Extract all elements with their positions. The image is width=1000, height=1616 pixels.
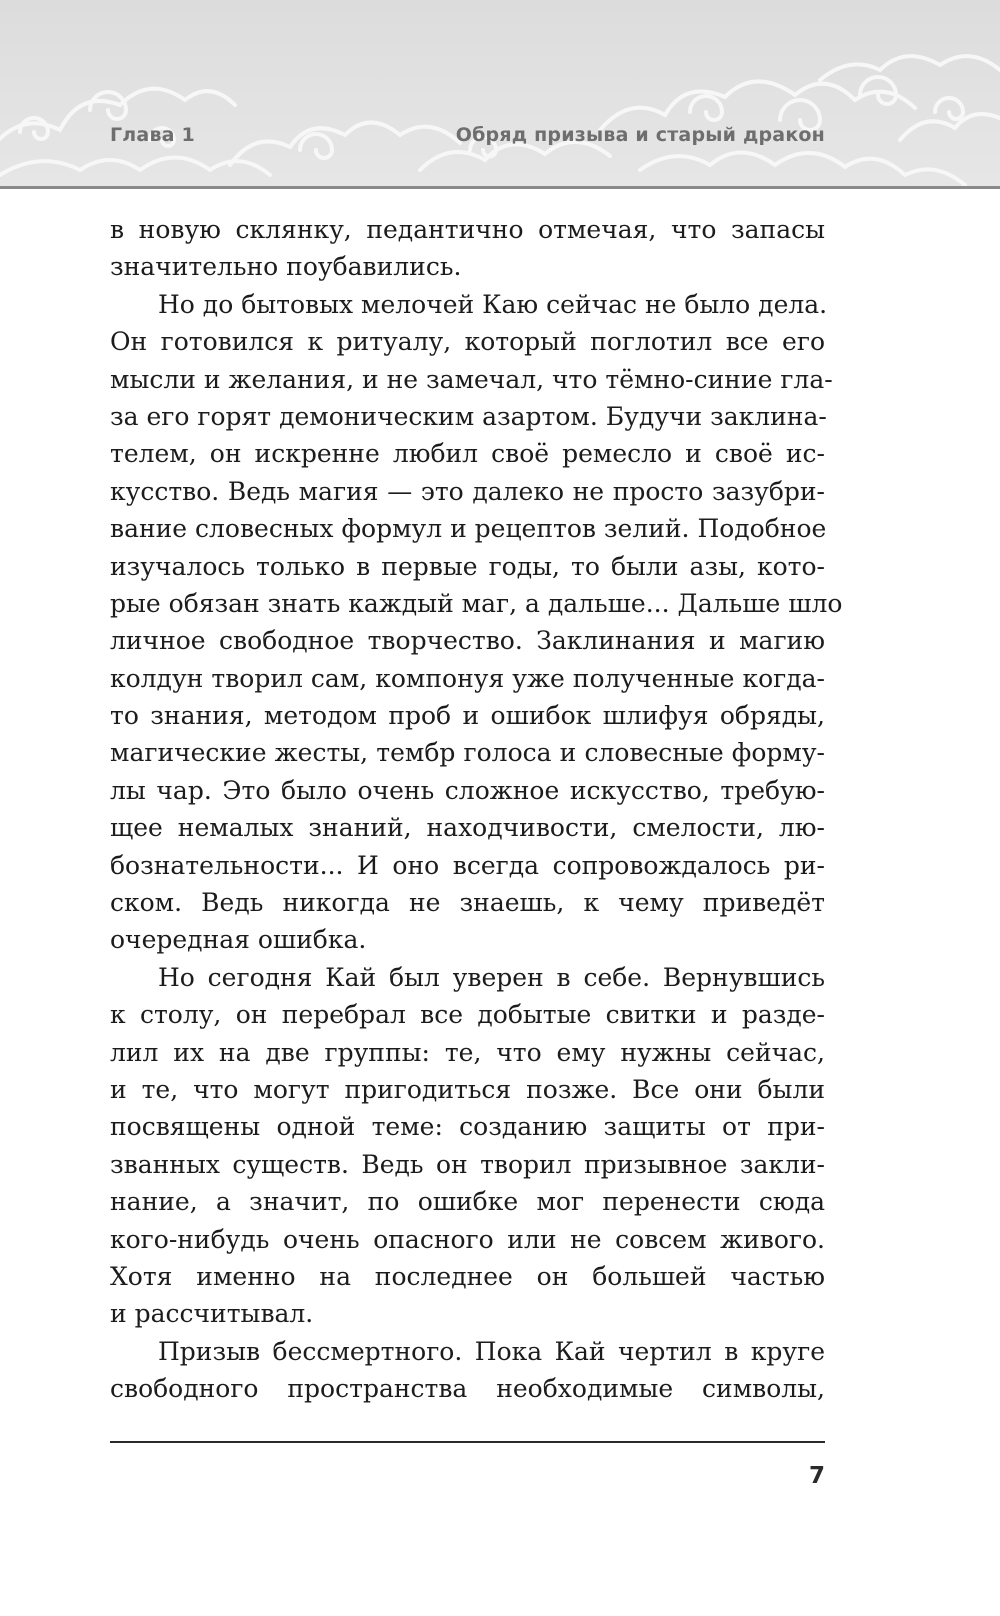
paragraph [110,211,825,286]
text-line: Призыв бессмертного. Пока Кай чертил в круге [158,1336,825,1366]
text-line: кого-нибудь очень опасного или не совсем живого. [110,1224,825,1254]
text-line: ском. Ведь никогда не знаешь, к чему приведёт [110,888,825,918]
text-line: Но сегодня Кай был уверен в себе. Вернувшись [158,962,825,992]
text-line: Но до бытовых мелочей Каю сейчас не было дела. [158,289,828,319]
text-line: в новую склянку, педантично отмечая, что запасы [110,215,825,244]
paragraph [110,286,843,959]
text-line: личное свободное творчество. Заклинания и магию [110,626,825,656]
text-line: значительно поубавились. [110,252,462,282]
text-line: мысли и желания, и не замечал, что тёмно-синие гла- [110,364,833,394]
text-line: щее немалых знаний, находчивости, смелости, лю- [110,813,825,843]
text-line: Он готовился к ритуалу, который поглотил все его [110,327,825,357]
running-head-title: Обряд призыва и старый дракон [455,124,825,146]
paragraph [110,959,825,1333]
cloud-pattern-decoration [0,0,1000,186]
text-line: и те, что могут пригодиться позже. Все они были [110,1074,825,1104]
paragraph [110,1333,825,1408]
header-divider [0,186,1000,189]
text-line: изучалось только в первые годы, то были азы, кото- [110,551,825,581]
body-text [110,211,843,1408]
text-line: и рассчитывал. [110,1299,314,1329]
text-line: лил их на две группы: те, что ему нужны сейчас, [110,1037,825,1067]
footer-divider [110,1441,825,1443]
text-line: то знания, методом проб и ошибок шлифуя обряды, [110,701,825,731]
text-line: вание словесных формул и рецептов зелий. Подобное [110,514,827,544]
page-number: 7 [808,1463,825,1489]
text-line: лы чар. Это было очень сложное искусство, требую- [110,775,825,805]
text-line: бознательности... И оно всегда сопровождалось ри- [110,850,825,880]
text-line: свободного пространства необходимые символы, [110,1374,825,1404]
text-line: к столу, он перебрал все добытые свитки и разде- [110,1000,825,1030]
text-line: рые обязан знать каждый маг, а дальше... Дальше шло [110,588,843,618]
text-line: посвящены одной теме: созданию защиты от при- [110,1112,825,1142]
text-line: Хотя именно на последнее он большей частью [110,1261,825,1291]
text-line: нание, а значит, по ошибке мог перенести сюда [110,1187,825,1217]
text-line: колдун творил сам, компонуя уже полученные когда- [110,663,825,693]
page-header [0,0,1000,186]
text-line: телем, он искренне любил своё ремесло и своё ис- [110,439,825,469]
text-line: кусство. Ведь магия — это далеко не просто зазубри- [110,476,825,506]
running-head-chapter: Глава 1 [110,124,195,146]
text-line: магические жесты, тембр голоса и словесные форму- [110,738,825,768]
text-line: за его горят демоническим азартом. Будучи заклина- [110,401,827,431]
text-line: званных существ. Ведь он творил призывное закли- [110,1149,825,1179]
text-line: очередная ошибка. [110,925,367,955]
